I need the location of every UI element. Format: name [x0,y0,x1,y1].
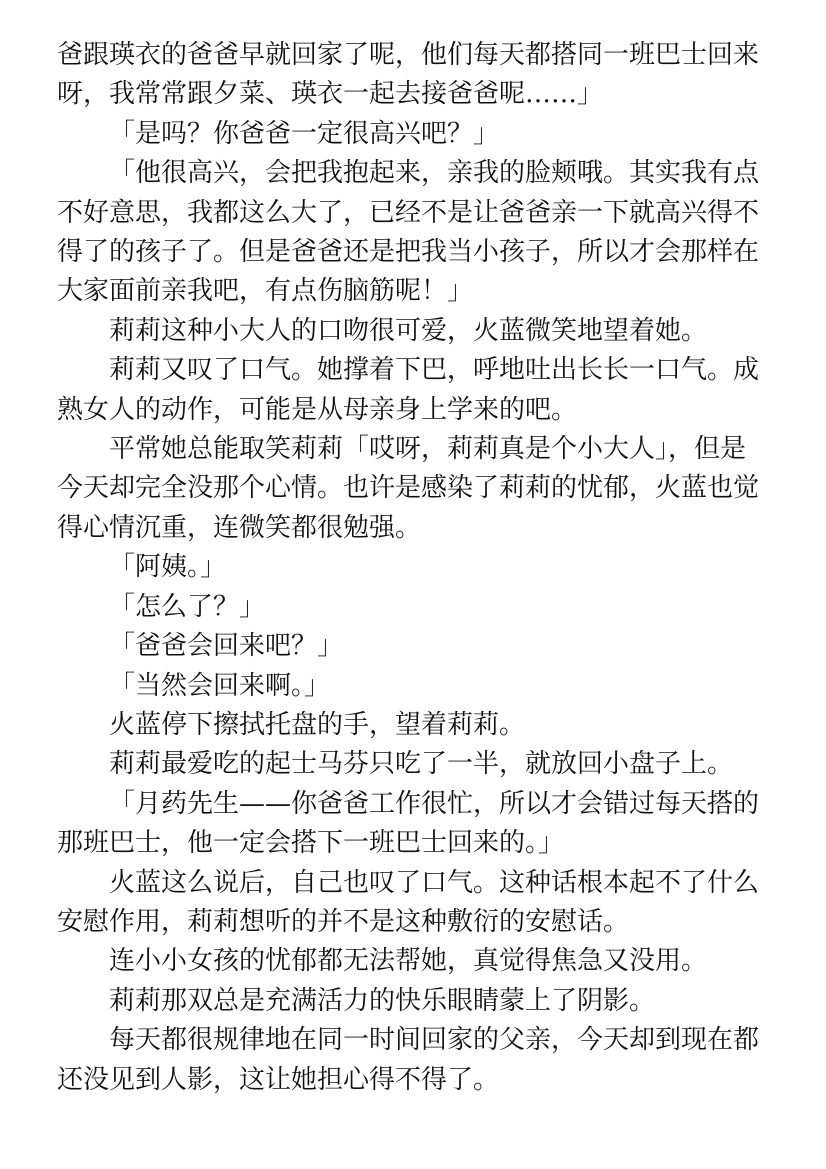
paragraph: 莉莉又叹了口气。她撑着下巴，呼地吐出长长一口气。成熟女人的动作，可能是从母亲身上学来的吧。 [57,355,760,425]
paragraph: 「爸爸会回来吧？」 [109,631,344,662]
paragraph: 「怎么了？」 [109,591,266,622]
paragraph: 「月药先生——你爸爸工作很忙，所以才会错过每天搭的那班巴士，他一定会搭下一班巴士回来的。」 [57,788,760,859]
paragraph: 每天都很规律地在同一时间回家的父亲，今天却到现在都还没见到人影，这让她担心得不得了。 [57,1025,760,1095]
paragraph: 莉莉这种小大人的口吻很可爱，火蓝微笑地望着她。 [109,315,708,346]
body-text [57,36,769,1100]
paragraph: 莉莉那双总是充满活力的快乐眼睛蒙上了阴影。 [109,985,656,1016]
paragraph: 莉莉最爱吃的起士马芬只吃了一半，就放回小盘子上。 [109,749,734,780]
paragraph: 连小小女孩的忧郁都无法帮她，真觉得焦急又没用。 [109,946,708,977]
paragraph: 「他很高兴，会把我抱起来，亲我的脸颊哦。其实我有点不好意思，我都这么大了，已经不是让爸爸亲一下就高兴得不得了的孩子了。但是爸爸还是把我当小孩子，所以才会那样在大家面前亲我吧，有点伤脑筋呢！」 [57,158,760,307]
paragraph: 「是吗？你爸爸一定很高兴吧？」 [109,118,500,149]
paragraph: 「阿姨。」 [109,552,227,583]
paragraph: 火蓝停下擦拭托盘的手，望着莉莉。 [109,709,526,740]
paragraph: 「当然会回来啊。」 [109,670,331,701]
paragraph: 爸跟瑛衣的爸爸早就回家了呢，他们每天都搭同一班巴士回来呀，我常常跟夕菜、瑛衣一起去接爸爸呢……」 [57,40,760,110]
paragraph: 火蓝这么说后，自己也叹了口气。这种话根本起不了什么安慰作用，莉莉想听的并不是这种敷衍的安慰话。 [57,867,760,937]
paragraph: 平常她总能取笑莉莉「哎呀，莉莉真是个小大人」，但是今天却完全没那个心情。也许是感染了莉莉的忧郁，火蓝也觉得心情沉重，连微笑都很勉强。 [57,434,760,543]
